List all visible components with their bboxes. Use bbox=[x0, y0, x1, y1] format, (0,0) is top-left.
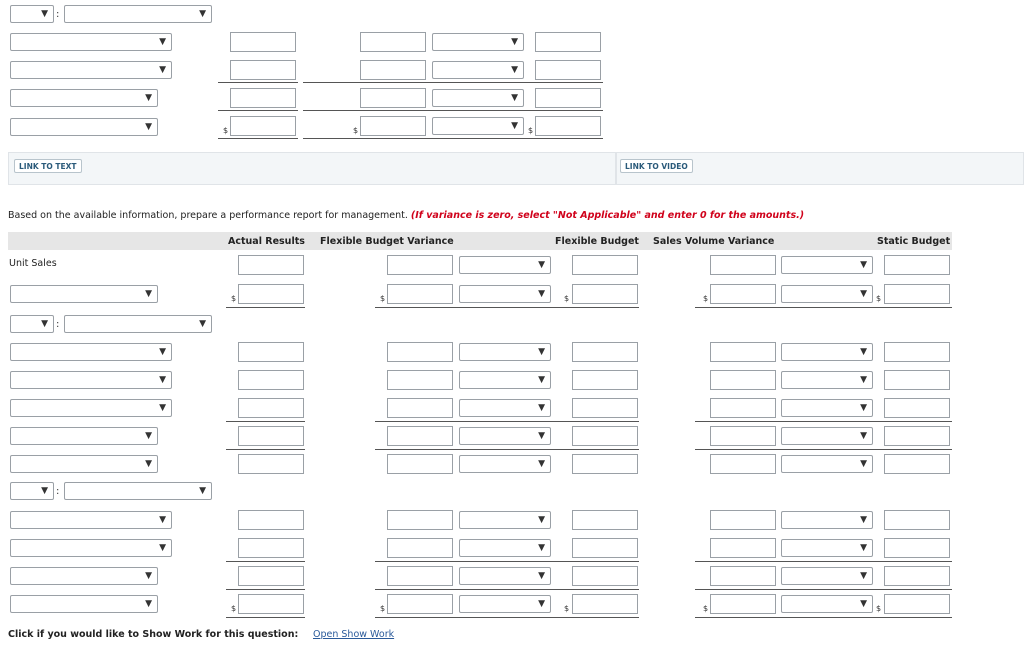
subtotal-line bbox=[218, 110, 298, 111]
top-variance-type-select[interactable] bbox=[432, 89, 524, 107]
chevron-down-icon: ▼ bbox=[860, 260, 867, 270]
chevron-down-icon: ▼ bbox=[860, 571, 867, 581]
flex-variance-type-select[interactable] bbox=[459, 595, 551, 613]
col-header-sales-volume-variance: Sales Volume Variance bbox=[653, 236, 775, 247]
flex-variance-input[interactable] bbox=[387, 566, 453, 586]
chevron-down-icon: ▼ bbox=[145, 599, 152, 609]
chevron-down-icon: ▼ bbox=[538, 403, 545, 413]
top-amount-input[interactable] bbox=[535, 88, 601, 108]
sales-volume-variance-input[interactable] bbox=[710, 370, 776, 390]
currency-sign: $ bbox=[223, 126, 229, 135]
chevron-down-icon: ▼ bbox=[860, 403, 867, 413]
top-line-item-select[interactable] bbox=[10, 33, 172, 51]
chevron-down-icon: ▼ bbox=[860, 347, 867, 357]
actual-results-input[interactable] bbox=[238, 342, 304, 362]
total-line bbox=[375, 307, 639, 308]
static-budget-input[interactable] bbox=[884, 454, 950, 474]
currency-sign: $ bbox=[380, 604, 386, 613]
chevron-down-icon: ▼ bbox=[538, 459, 545, 469]
sales-volume-variance-input[interactable] bbox=[710, 398, 776, 418]
chevron-down-icon: ▼ bbox=[860, 459, 867, 469]
subtotal-line bbox=[876, 449, 952, 450]
top-amount-input[interactable] bbox=[360, 32, 426, 52]
sales-volume-variance-input[interactable] bbox=[710, 510, 776, 530]
chevron-down-icon: ▼ bbox=[860, 431, 867, 441]
chevron-down-icon: ▼ bbox=[860, 289, 867, 299]
chevron-down-icon: ▼ bbox=[511, 121, 518, 131]
currency-sign: $ bbox=[528, 126, 534, 135]
sales-volume-variance-type-select[interactable] bbox=[781, 511, 873, 529]
total-line bbox=[226, 617, 305, 618]
line-item-select[interactable] bbox=[10, 285, 158, 303]
total-line bbox=[876, 617, 952, 618]
flex-variance-input[interactable] bbox=[387, 510, 453, 530]
line-item-select[interactable] bbox=[10, 511, 172, 529]
static-budget-input[interactable] bbox=[884, 566, 950, 586]
flex-variance-input[interactable] bbox=[387, 398, 453, 418]
colon-separator: : bbox=[56, 486, 60, 497]
subtotal-line bbox=[218, 82, 298, 83]
top-line-item-select[interactable] bbox=[10, 118, 158, 136]
sales-volume-variance-type-select[interactable] bbox=[781, 539, 873, 557]
sales-volume-variance-input[interactable] bbox=[710, 284, 776, 304]
chevron-down-icon: ▼ bbox=[538, 375, 545, 385]
static-budget-input[interactable] bbox=[884, 426, 950, 446]
sales-volume-variance-type-select[interactable] bbox=[781, 399, 873, 417]
flexible-budget-input[interactable] bbox=[572, 454, 638, 474]
flex-variance-input[interactable] bbox=[387, 594, 453, 614]
currency-sign: $ bbox=[703, 294, 709, 303]
unit-sales-flex-variance-input[interactable] bbox=[387, 255, 453, 275]
unit-sales-label: Unit Sales bbox=[9, 258, 57, 269]
flex-variance-input[interactable] bbox=[387, 284, 453, 304]
show-work-prompt bbox=[8, 629, 395, 640]
unit-sales-static-input[interactable] bbox=[884, 255, 950, 275]
top-total-input[interactable] bbox=[230, 116, 296, 136]
instruction-main: Based on the available information, prepare a performance report for management. bbox=[8, 210, 408, 221]
chevron-down-icon: ▼ bbox=[860, 515, 867, 525]
static-budget-input[interactable] bbox=[884, 284, 950, 304]
static-budget-input[interactable] bbox=[884, 370, 950, 390]
chevron-down-icon: ▼ bbox=[159, 403, 166, 413]
top-total-input[interactable] bbox=[535, 116, 601, 136]
section-label-select[interactable] bbox=[64, 315, 212, 333]
colon-separator: : bbox=[56, 319, 60, 330]
chevron-down-icon: ▼ bbox=[538, 515, 545, 525]
chevron-down-icon: ▼ bbox=[511, 93, 518, 103]
total-line bbox=[218, 138, 298, 139]
sales-volume-variance-input[interactable] bbox=[710, 342, 776, 362]
subtotal-line bbox=[226, 589, 305, 590]
currency-sign: $ bbox=[231, 604, 237, 613]
link-to-text-button[interactable]: LINK TO TEXT bbox=[14, 159, 82, 173]
flexible-budget-input[interactable] bbox=[572, 284, 638, 304]
actual-results-input[interactable] bbox=[238, 370, 304, 390]
chevron-down-icon: ▼ bbox=[511, 37, 518, 47]
actual-results-input[interactable] bbox=[238, 426, 304, 446]
flexible-budget-input[interactable] bbox=[572, 594, 638, 614]
chevron-down-icon: ▼ bbox=[538, 571, 545, 581]
flexible-budget-input[interactable] bbox=[572, 510, 638, 530]
chevron-down-icon: ▼ bbox=[199, 486, 206, 496]
subtotal-line bbox=[876, 589, 952, 590]
subtotal-line bbox=[375, 421, 639, 422]
sales-volume-variance-input[interactable] bbox=[710, 538, 776, 558]
static-budget-input[interactable] bbox=[884, 510, 950, 530]
chevron-down-icon: ▼ bbox=[159, 347, 166, 357]
flex-variance-type-select[interactable] bbox=[459, 371, 551, 389]
chevron-down-icon: ▼ bbox=[538, 543, 545, 553]
top-amount-input[interactable] bbox=[360, 88, 426, 108]
top-line-item-select[interactable] bbox=[10, 61, 172, 79]
line-item-select[interactable] bbox=[10, 343, 172, 361]
flex-variance-type-select[interactable] bbox=[459, 343, 551, 361]
chevron-down-icon: ▼ bbox=[538, 347, 545, 357]
top-amount-input[interactable] bbox=[360, 60, 426, 80]
chevron-down-icon: ▼ bbox=[159, 65, 166, 75]
sales-volume-variance-type-select[interactable] bbox=[781, 285, 873, 303]
top-total-input[interactable] bbox=[360, 116, 426, 136]
instruction-note: (If variance is zero, select "Not Applicable" and enter 0 for the amounts.) bbox=[410, 210, 805, 221]
chevron-down-icon: ▼ bbox=[145, 289, 152, 299]
sales-volume-variance-type-select[interactable] bbox=[781, 567, 873, 585]
total-line bbox=[876, 307, 952, 308]
sales-volume-variance-input[interactable] bbox=[710, 566, 776, 586]
actual-results-input[interactable] bbox=[238, 510, 304, 530]
chevron-down-icon: ▼ bbox=[145, 459, 152, 469]
flexible-budget-input[interactable] bbox=[572, 426, 638, 446]
col-header-actual: Actual Results bbox=[228, 236, 305, 247]
actual-results-input[interactable] bbox=[238, 284, 304, 304]
line-item-select[interactable] bbox=[10, 455, 158, 473]
chevron-down-icon: ▼ bbox=[199, 319, 206, 329]
unit-sales-volume-variance-input[interactable] bbox=[710, 255, 776, 275]
top-variance-type-select[interactable] bbox=[432, 61, 524, 79]
section-label-select[interactable] bbox=[64, 482, 212, 500]
line-item-select[interactable] bbox=[10, 539, 172, 557]
subtotal-line bbox=[226, 449, 305, 450]
subtotal-line bbox=[876, 561, 952, 562]
static-budget-input[interactable] bbox=[884, 538, 950, 558]
chevron-down-icon: ▼ bbox=[159, 543, 166, 553]
top-variance-type-select[interactable] bbox=[432, 117, 524, 135]
actual-results-input[interactable] bbox=[238, 454, 304, 474]
unit-sales-flex-budget-input[interactable] bbox=[572, 255, 638, 275]
actual-results-input[interactable] bbox=[238, 538, 304, 558]
actual-results-input[interactable] bbox=[238, 594, 304, 614]
line-item-select[interactable] bbox=[10, 567, 158, 585]
line-item-select[interactable] bbox=[10, 427, 158, 445]
top-amount-input[interactable] bbox=[230, 60, 296, 80]
unit-sales-flex-variance-type[interactable] bbox=[459, 256, 551, 274]
flex-variance-input[interactable] bbox=[387, 370, 453, 390]
sales-volume-variance-input[interactable] bbox=[710, 426, 776, 446]
line-item-select[interactable] bbox=[10, 595, 158, 613]
unit-sales-actual-input[interactable] bbox=[238, 255, 304, 275]
flex-variance-input[interactable] bbox=[387, 454, 453, 474]
total-line bbox=[303, 138, 603, 139]
sales-volume-variance-type-select[interactable] bbox=[781, 371, 873, 389]
currency-sign: $ bbox=[231, 294, 237, 303]
chevron-down-icon: ▼ bbox=[860, 375, 867, 385]
col-header-flexible-budget: Flexible Budget bbox=[555, 236, 639, 247]
line-item-select[interactable] bbox=[10, 371, 172, 389]
link-bar-left bbox=[8, 152, 616, 185]
chevron-down-icon: ▼ bbox=[145, 431, 152, 441]
flex-variance-type-select[interactable] bbox=[459, 427, 551, 445]
currency-sign: $ bbox=[353, 126, 359, 135]
chevron-down-icon: ▼ bbox=[538, 599, 545, 609]
total-line bbox=[375, 617, 639, 618]
colon-separator: : bbox=[56, 9, 60, 20]
subtotal-line bbox=[226, 561, 305, 562]
subtotal-line bbox=[375, 449, 639, 450]
static-budget-input[interactable] bbox=[884, 342, 950, 362]
currency-sign: $ bbox=[703, 604, 709, 613]
flexible-budget-input[interactable] bbox=[572, 398, 638, 418]
open-show-work-link[interactable]: Open Show Work bbox=[313, 629, 395, 640]
col-header-flexible-variance: Flexible Budget Variance bbox=[320, 236, 454, 247]
link-to-video-button[interactable]: LINK TO VIDEO bbox=[620, 159, 693, 173]
chevron-down-icon: ▼ bbox=[145, 93, 152, 103]
col-header-static-budget: Static Budget bbox=[877, 236, 951, 247]
flex-variance-input[interactable] bbox=[387, 342, 453, 362]
static-budget-input[interactable] bbox=[884, 398, 950, 418]
currency-sign: $ bbox=[876, 604, 882, 613]
line-item-select[interactable] bbox=[10, 399, 172, 417]
subtotal-line bbox=[876, 421, 952, 422]
chevron-down-icon: ▼ bbox=[538, 289, 545, 299]
chevron-down-icon: ▼ bbox=[860, 543, 867, 553]
sales-volume-variance-type-select[interactable] bbox=[781, 595, 873, 613]
top-variance-type-select[interactable] bbox=[432, 33, 524, 51]
flexible-budget-input[interactable] bbox=[572, 342, 638, 362]
section-label-select[interactable] bbox=[64, 5, 212, 23]
chevron-down-icon: ▼ bbox=[159, 375, 166, 385]
chevron-down-icon: ▼ bbox=[538, 260, 545, 270]
chevron-down-icon: ▼ bbox=[159, 515, 166, 525]
chevron-down-icon: ▼ bbox=[41, 9, 48, 19]
chevron-down-icon: ▼ bbox=[199, 9, 206, 19]
flex-variance-type-select[interactable] bbox=[459, 285, 551, 303]
unit-sales-volume-variance-type[interactable] bbox=[781, 256, 873, 274]
report-header-bar bbox=[8, 232, 952, 250]
flexible-budget-input[interactable] bbox=[572, 370, 638, 390]
sales-volume-variance-input[interactable] bbox=[710, 594, 776, 614]
sales-volume-variance-input[interactable] bbox=[710, 454, 776, 474]
static-budget-input[interactable] bbox=[884, 594, 950, 614]
top-amount-input[interactable] bbox=[535, 32, 601, 52]
currency-sign: $ bbox=[876, 294, 882, 303]
flex-variance-type-select[interactable] bbox=[459, 567, 551, 585]
currency-sign: $ bbox=[564, 294, 570, 303]
instruction-text bbox=[8, 210, 804, 221]
flex-variance-type-select[interactable] bbox=[459, 455, 551, 473]
subtotal-line bbox=[375, 561, 639, 562]
currency-sign: $ bbox=[380, 294, 386, 303]
top-amount-input[interactable] bbox=[230, 88, 296, 108]
chevron-down-icon: ▼ bbox=[145, 571, 152, 581]
flex-variance-type-select[interactable] bbox=[459, 511, 551, 529]
top-amount-input[interactable] bbox=[230, 32, 296, 52]
subtotal-line bbox=[226, 421, 305, 422]
chevron-down-icon: ▼ bbox=[511, 65, 518, 75]
chevron-down-icon: ▼ bbox=[538, 431, 545, 441]
section-sign-select[interactable] bbox=[10, 482, 54, 500]
top-amount-input[interactable] bbox=[535, 60, 601, 80]
subtotal-line bbox=[303, 110, 603, 111]
flex-variance-input[interactable] bbox=[387, 538, 453, 558]
flexible-budget-input[interactable] bbox=[572, 566, 638, 586]
actual-results-input[interactable] bbox=[238, 398, 304, 418]
section-sign-select[interactable] bbox=[10, 5, 54, 23]
currency-sign: $ bbox=[564, 604, 570, 613]
flex-variance-type-select[interactable] bbox=[459, 399, 551, 417]
actual-results-input[interactable] bbox=[238, 566, 304, 586]
flex-variance-type-select[interactable] bbox=[459, 539, 551, 557]
sales-volume-variance-type-select[interactable] bbox=[781, 427, 873, 445]
flexible-budget-input[interactable] bbox=[572, 538, 638, 558]
show-work-prompt-text: Click if you would like to Show Work for this question: bbox=[8, 629, 299, 640]
sales-volume-variance-type-select[interactable] bbox=[781, 343, 873, 361]
chevron-down-icon: ▼ bbox=[159, 37, 166, 47]
flex-variance-input[interactable] bbox=[387, 426, 453, 446]
chevron-down-icon: ▼ bbox=[145, 122, 152, 132]
chevron-down-icon: ▼ bbox=[860, 599, 867, 609]
section-sign-select[interactable] bbox=[10, 315, 54, 333]
chevron-down-icon: ▼ bbox=[41, 486, 48, 496]
subtotal-line bbox=[303, 82, 603, 83]
subtotal-line bbox=[375, 589, 639, 590]
chevron-down-icon: ▼ bbox=[41, 319, 48, 329]
total-line bbox=[226, 307, 305, 308]
sales-volume-variance-type-select[interactable] bbox=[781, 455, 873, 473]
top-line-item-select[interactable] bbox=[10, 89, 158, 107]
